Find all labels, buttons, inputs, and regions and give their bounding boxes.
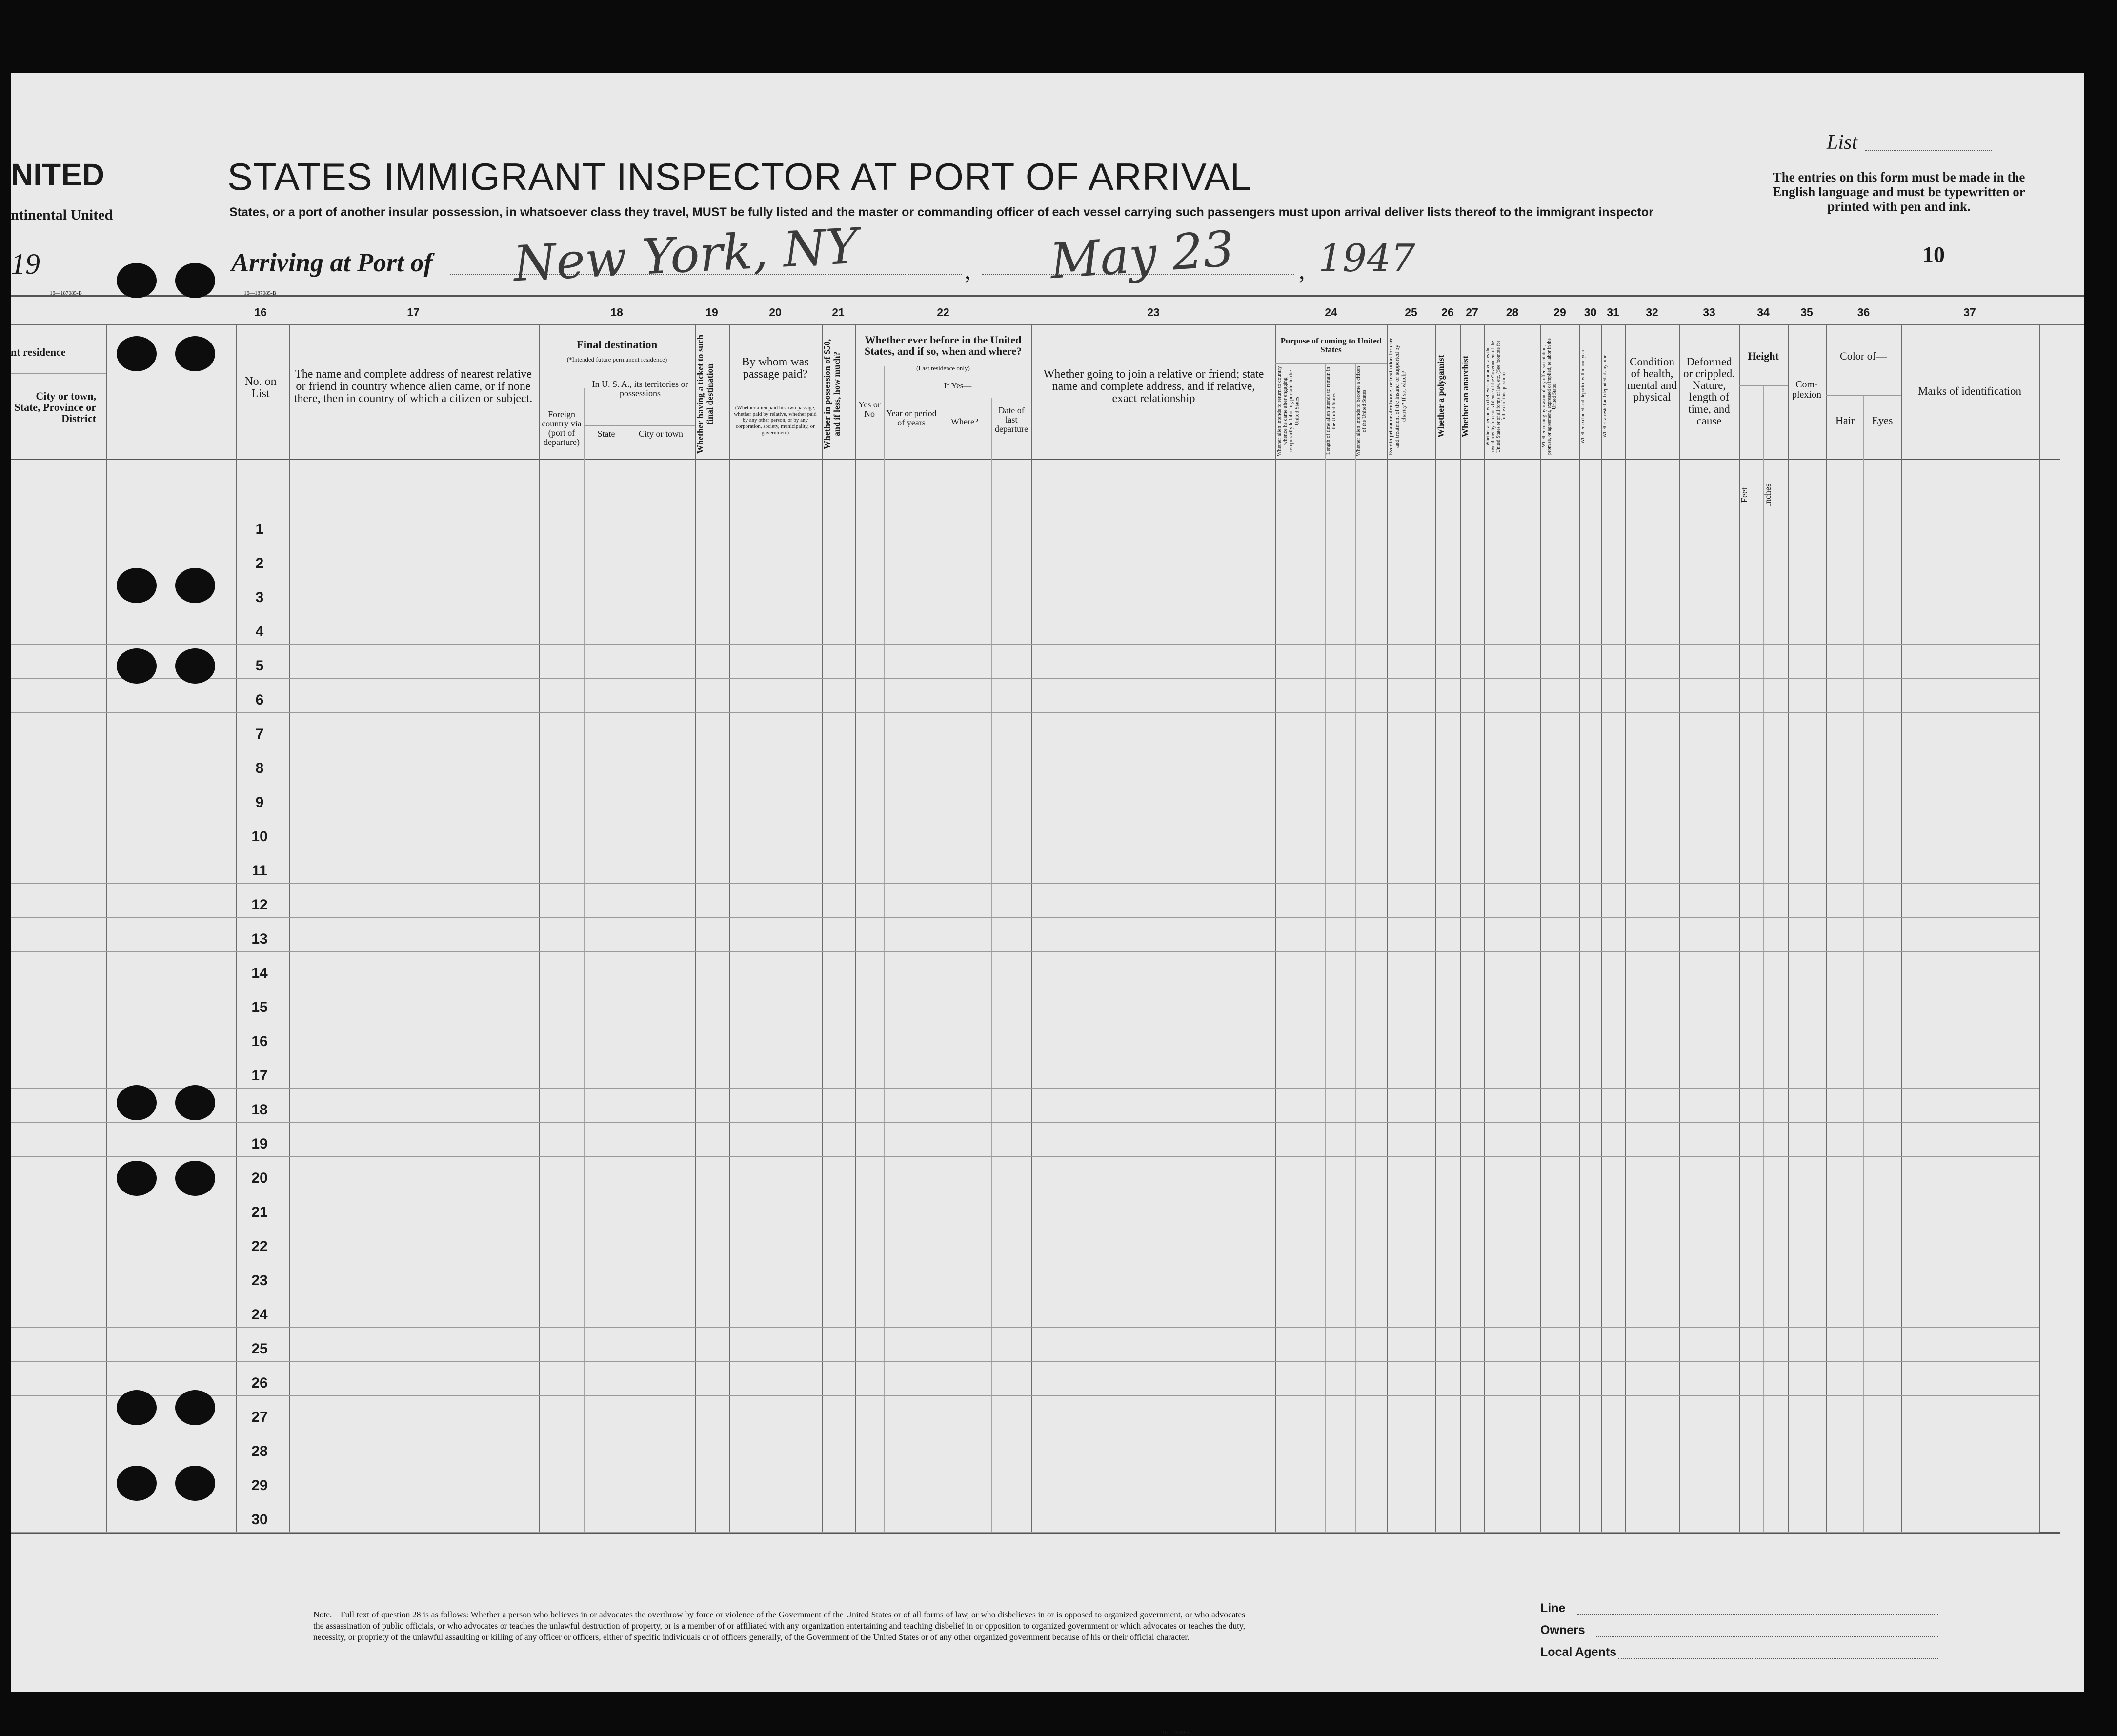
col-26-header: Whether a polygamist (1436, 355, 1446, 438)
punch-hole (117, 1390, 157, 1425)
col-num-29: 29 (1553, 306, 1566, 319)
owners-field[interactable] (1596, 1636, 1938, 1637)
col-22-where: Where? (951, 417, 978, 426)
col-25-header: Ever in prison or almshouse, or institution for care and treatment of the insane, or supported by charity? If so, which? (1387, 337, 1407, 456)
left-fragment-subtitle: ntinental United (11, 207, 113, 223)
column-divider (1435, 324, 1436, 1532)
punch-hole (117, 568, 157, 603)
col-30-header: Whether excluded and deported within one year (1580, 349, 1586, 444)
row-number: 29 (251, 1477, 268, 1494)
col-36-hair: Hair (1835, 414, 1855, 426)
row-number: 28 (251, 1443, 268, 1459)
col-18-usa: In U. S. A., its territories or possessions (592, 379, 688, 398)
col-22-ifyes: If Yes— (944, 381, 972, 390)
col-19-header: Whether having a ticket to such final destination (695, 334, 715, 454)
sheet-number: 10 (1922, 242, 1945, 267)
row-number: 1 (255, 521, 264, 537)
col-17-header: The name and complete address of nearest relative or friend in country whence alien came, or if none there, then in country of which a citizen or subject. (294, 368, 533, 405)
row-number: 20 (251, 1170, 268, 1186)
col-34-header: Height (1748, 350, 1779, 362)
punch-hole (175, 1466, 215, 1501)
col-18-header: Final destination (576, 339, 658, 351)
punch-hole (117, 263, 157, 298)
list-number-field[interactable] (1865, 150, 1992, 151)
left-fragment-year: 19 (11, 248, 40, 280)
sub-header-rule (1275, 363, 1387, 364)
comma-separator: , (1299, 257, 1305, 284)
page-title: STATES IMMIGRANT INSPECTOR AT PORT OF ARRIVAL (227, 155, 1252, 198)
sub-column-divider (884, 366, 885, 1532)
sub-header-rule (1826, 395, 1901, 396)
row-number: 21 (251, 1204, 268, 1220)
year-value: 1947 (1318, 237, 1415, 281)
column-divider (1679, 324, 1680, 1532)
col-num-31: 31 (1607, 306, 1619, 319)
col-num-30: 30 (1584, 306, 1597, 319)
col-31-header: Whether arrested and deported at any time (1602, 355, 1608, 438)
row-number: 8 (255, 760, 264, 776)
col-37-header: Marks of identification (1917, 385, 2022, 397)
row-number: 12 (251, 897, 268, 913)
row-number: 19 (251, 1136, 268, 1152)
col-24-return: Whether alien intends to return to country whence he came after engaging temporarily in laboring pursuits in the United States (1276, 366, 1300, 456)
col-num-28: 28 (1506, 306, 1519, 319)
col-22-subheader: (Last residence only) (916, 364, 970, 372)
row-rule (11, 1532, 2039, 1533)
col-20-header: By whom was passage paid? (742, 356, 809, 381)
column-divider (1484, 324, 1485, 1532)
row-rule (11, 678, 2039, 679)
row-number: 3 (255, 589, 264, 606)
col-num-24: 24 (1325, 306, 1337, 319)
punch-hole (117, 336, 157, 371)
line-label: Line (1540, 1601, 1566, 1615)
col-20-subheader: (Whether alien paid his own passage, whether paid by relative, whether paid by any other person, or by any corporation, society, municipality, or government) (734, 405, 817, 436)
row-number: 22 (251, 1238, 268, 1254)
row-number: 13 (251, 931, 268, 947)
punch-hole (175, 568, 215, 603)
col-22-date: Date of last departure (995, 405, 1028, 434)
sub-column-divider (584, 388, 585, 1532)
sub-column-divider (1763, 385, 1764, 1532)
col-num-37: 37 (1963, 306, 1976, 319)
column-divider (539, 324, 540, 1532)
column-divider (1826, 324, 1827, 1532)
punch-hole (117, 1085, 157, 1120)
punch-hole (175, 1390, 215, 1425)
row-rule (11, 712, 2039, 713)
col-24-length: Length of time alien intends to remain in the United States (1325, 367, 1337, 455)
col-num-25: 25 (1405, 306, 1417, 319)
col-num-27: 27 (1466, 306, 1478, 319)
col-18-subheader: (*Intended future permanent residence) (566, 356, 667, 363)
col-36-header: Color of— (1840, 350, 1887, 362)
row-rule (11, 1395, 2039, 1396)
owners-label: Owners (1540, 1623, 1585, 1637)
col-34-feet: Feet (1739, 487, 1749, 503)
row-rule (11, 917, 2039, 918)
col-num-18: 18 (610, 306, 623, 319)
col-num-36: 36 (1857, 306, 1870, 319)
row-number: 17 (251, 1068, 268, 1084)
row-number: 10 (251, 828, 268, 845)
col-num-16: 16 (254, 306, 267, 319)
left-city-label: City or town, State, Province or District (14, 390, 96, 425)
sub-header-rule (1739, 385, 1788, 386)
column-divider (1788, 324, 1789, 1532)
col-27-header: Whether an anarchist (1460, 355, 1470, 438)
col-32-header: Condition of health, mental and physical (1627, 356, 1677, 404)
column-divider (1601, 324, 1602, 1532)
col-18-foreign: Foreign country via (port of departure)— (542, 409, 582, 456)
table-top-rule (11, 295, 2084, 297)
column-divider (1387, 324, 1388, 1532)
column-divider (1460, 324, 1461, 1532)
column-divider (695, 324, 696, 1532)
left-fragment-title: NITED (11, 157, 104, 192)
col-35-header: Com-plexion (1792, 379, 1821, 400)
col-24-citizen: Whether alien intends to become a citizen of the United States (1355, 366, 1368, 456)
footer-form-code: 16—187085 (1162, 1730, 1189, 1736)
col-num-17: 17 (407, 306, 420, 319)
row-rule (11, 1327, 2039, 1328)
row-number: 30 (251, 1512, 268, 1528)
col-22-header: Whether ever before in the United States, and if so, when and where? (864, 334, 1022, 358)
row-number: 7 (255, 726, 264, 742)
punch-hole (117, 1161, 157, 1196)
col-16-header: No. on List (244, 375, 277, 401)
punch-hole (117, 648, 157, 684)
column-divider (1901, 324, 1902, 1532)
list-label: List (1827, 131, 1858, 154)
col-num-35: 35 (1800, 306, 1813, 319)
row-rule (11, 951, 2039, 952)
col-23-header: Whether going to join a relative or friend; state name and complete address, and if relative, exact relationship (1043, 368, 1264, 405)
col-24-header: Purpose of coming to United States (1280, 336, 1382, 354)
column-divider (1625, 324, 1626, 1532)
col-28-header: Whether a person who believes in or advocates the overthrow by force or violence of the Government of the United States or of all forms of law, etc. (See footnote for full text of this question) (1485, 340, 1507, 453)
row-number: 9 (255, 794, 264, 810)
row-number: 24 (251, 1307, 268, 1323)
page-subtitle: States, or a port of another insular possession, in whatsoever class they travel, MUST be fully listed and the master or commanding officer of each vessel carrying such passengers must upon arrival deliver lists thereof to the immigrant inspector (229, 206, 1653, 219)
row-number: 27 (251, 1409, 268, 1425)
row-rule (11, 883, 2039, 884)
col-36-eyes: Eyes (1872, 414, 1893, 426)
col-34-inches: Inches (1763, 484, 1773, 507)
row-number: 25 (251, 1341, 268, 1357)
row-rule (11, 1088, 2039, 1089)
row-number: 18 (251, 1102, 268, 1118)
punch-hole (175, 1161, 215, 1196)
left-residence-label: nt residence (11, 346, 66, 358)
row-number: 15 (251, 999, 268, 1015)
col-num-22: 22 (937, 306, 949, 319)
col-18-state: State (597, 429, 615, 439)
col-18-city: City or town (638, 429, 683, 439)
local-agents-field[interactable] (1618, 1658, 1938, 1659)
row-number: 23 (251, 1272, 268, 1289)
row-number: 11 (252, 863, 267, 879)
col-33-header: Deformed or crippled. Nature, length of time, and cause (1683, 356, 1735, 427)
left-fragment-rule (11, 373, 106, 374)
row-number: 26 (251, 1375, 268, 1391)
column-divider (729, 324, 730, 1532)
sub-header-rule (584, 425, 695, 426)
punch-hole (117, 1466, 157, 1501)
header-bottom-rule (11, 459, 2060, 460)
punch-hole (175, 336, 215, 371)
column-divider (1275, 324, 1276, 1532)
sub-column-divider (1355, 363, 1356, 1532)
row-rule (11, 1156, 2039, 1157)
row-rule (11, 1361, 2039, 1362)
row-number: 4 (255, 624, 264, 640)
form-code: 16—187085-B (244, 290, 276, 296)
manifest-sheet (11, 73, 2084, 1736)
col-num-23: 23 (1147, 306, 1160, 319)
form-instructions: The entries on this form must be made in the English language and must be typewritten or printed with pen and ink. (1773, 170, 2025, 214)
col-22-yesno: Yes or No (858, 400, 881, 419)
footnote: Note.—Full text of question 28 is as follows: Whether a person who believes in or advocates the overthrow by force or violence of the Government of the United States or of all forms of law, or who disbelieves in or is opposed to organized government, or who advocates the assassination of public officials, or who advocates or teaches the unlawful destruction of property, or is a member of or affiliated with any organization entertaining and teaching disbelief in or opposition to organized government or which advocates or teaches the duty, necessity, or propriety of the unlawful assaulting or killing of any officer or officers, either of specific individuals or of officers generally, of the Government of the United States or of any other organized government because of his or their official character. (313, 1610, 1245, 1642)
arriving-label: Arriving at Port of (231, 248, 433, 277)
date-value: May 23 (1048, 220, 1236, 290)
column-divider (106, 324, 107, 1532)
column-divider (822, 324, 823, 1532)
row-rule (11, 644, 2039, 645)
punch-hole (175, 263, 215, 298)
col-29-header: Whether coming by reason of any offer, solicitation, promise, or agreement, expressed or implied, to labor in the United States (1541, 338, 1557, 455)
col-num-19: 19 (706, 306, 718, 319)
row-number: 2 (255, 555, 264, 571)
col-num-34: 34 (1757, 306, 1770, 319)
punch-hole (175, 1085, 215, 1120)
col-num-26: 26 (1441, 306, 1454, 319)
row-number: 14 (251, 965, 268, 981)
col-num-33: 33 (1703, 306, 1715, 319)
column-divider (1540, 324, 1541, 1532)
column-number-rule (11, 324, 2084, 325)
local-agents-label: Local Agents (1540, 1645, 1617, 1659)
column-divider (855, 324, 856, 1532)
row-number: 6 (255, 692, 264, 708)
port-value: New York, NY (512, 217, 860, 293)
column-divider (1579, 324, 1580, 1532)
column-divider (2039, 324, 2040, 1532)
punch-hole (175, 648, 215, 684)
sub-column-divider (991, 398, 992, 1532)
row-number: 5 (255, 658, 264, 674)
col-num-32: 32 (1646, 306, 1658, 319)
sub-column-divider (1325, 363, 1326, 1532)
col-num-20: 20 (769, 306, 782, 319)
col-22-year: Year or period of years (886, 408, 937, 427)
row-rule (11, 1122, 2039, 1123)
col-21-header: Whether in possession of $50, and if less, how much? (822, 339, 842, 449)
column-divider (1031, 324, 1032, 1532)
column-divider (289, 324, 290, 1532)
comma-separator: , (965, 257, 971, 284)
line-field[interactable] (1577, 1614, 1938, 1615)
row-number: 16 (251, 1033, 268, 1050)
col-num-21: 21 (832, 306, 845, 319)
form-code: 16—187085-B (50, 290, 82, 296)
